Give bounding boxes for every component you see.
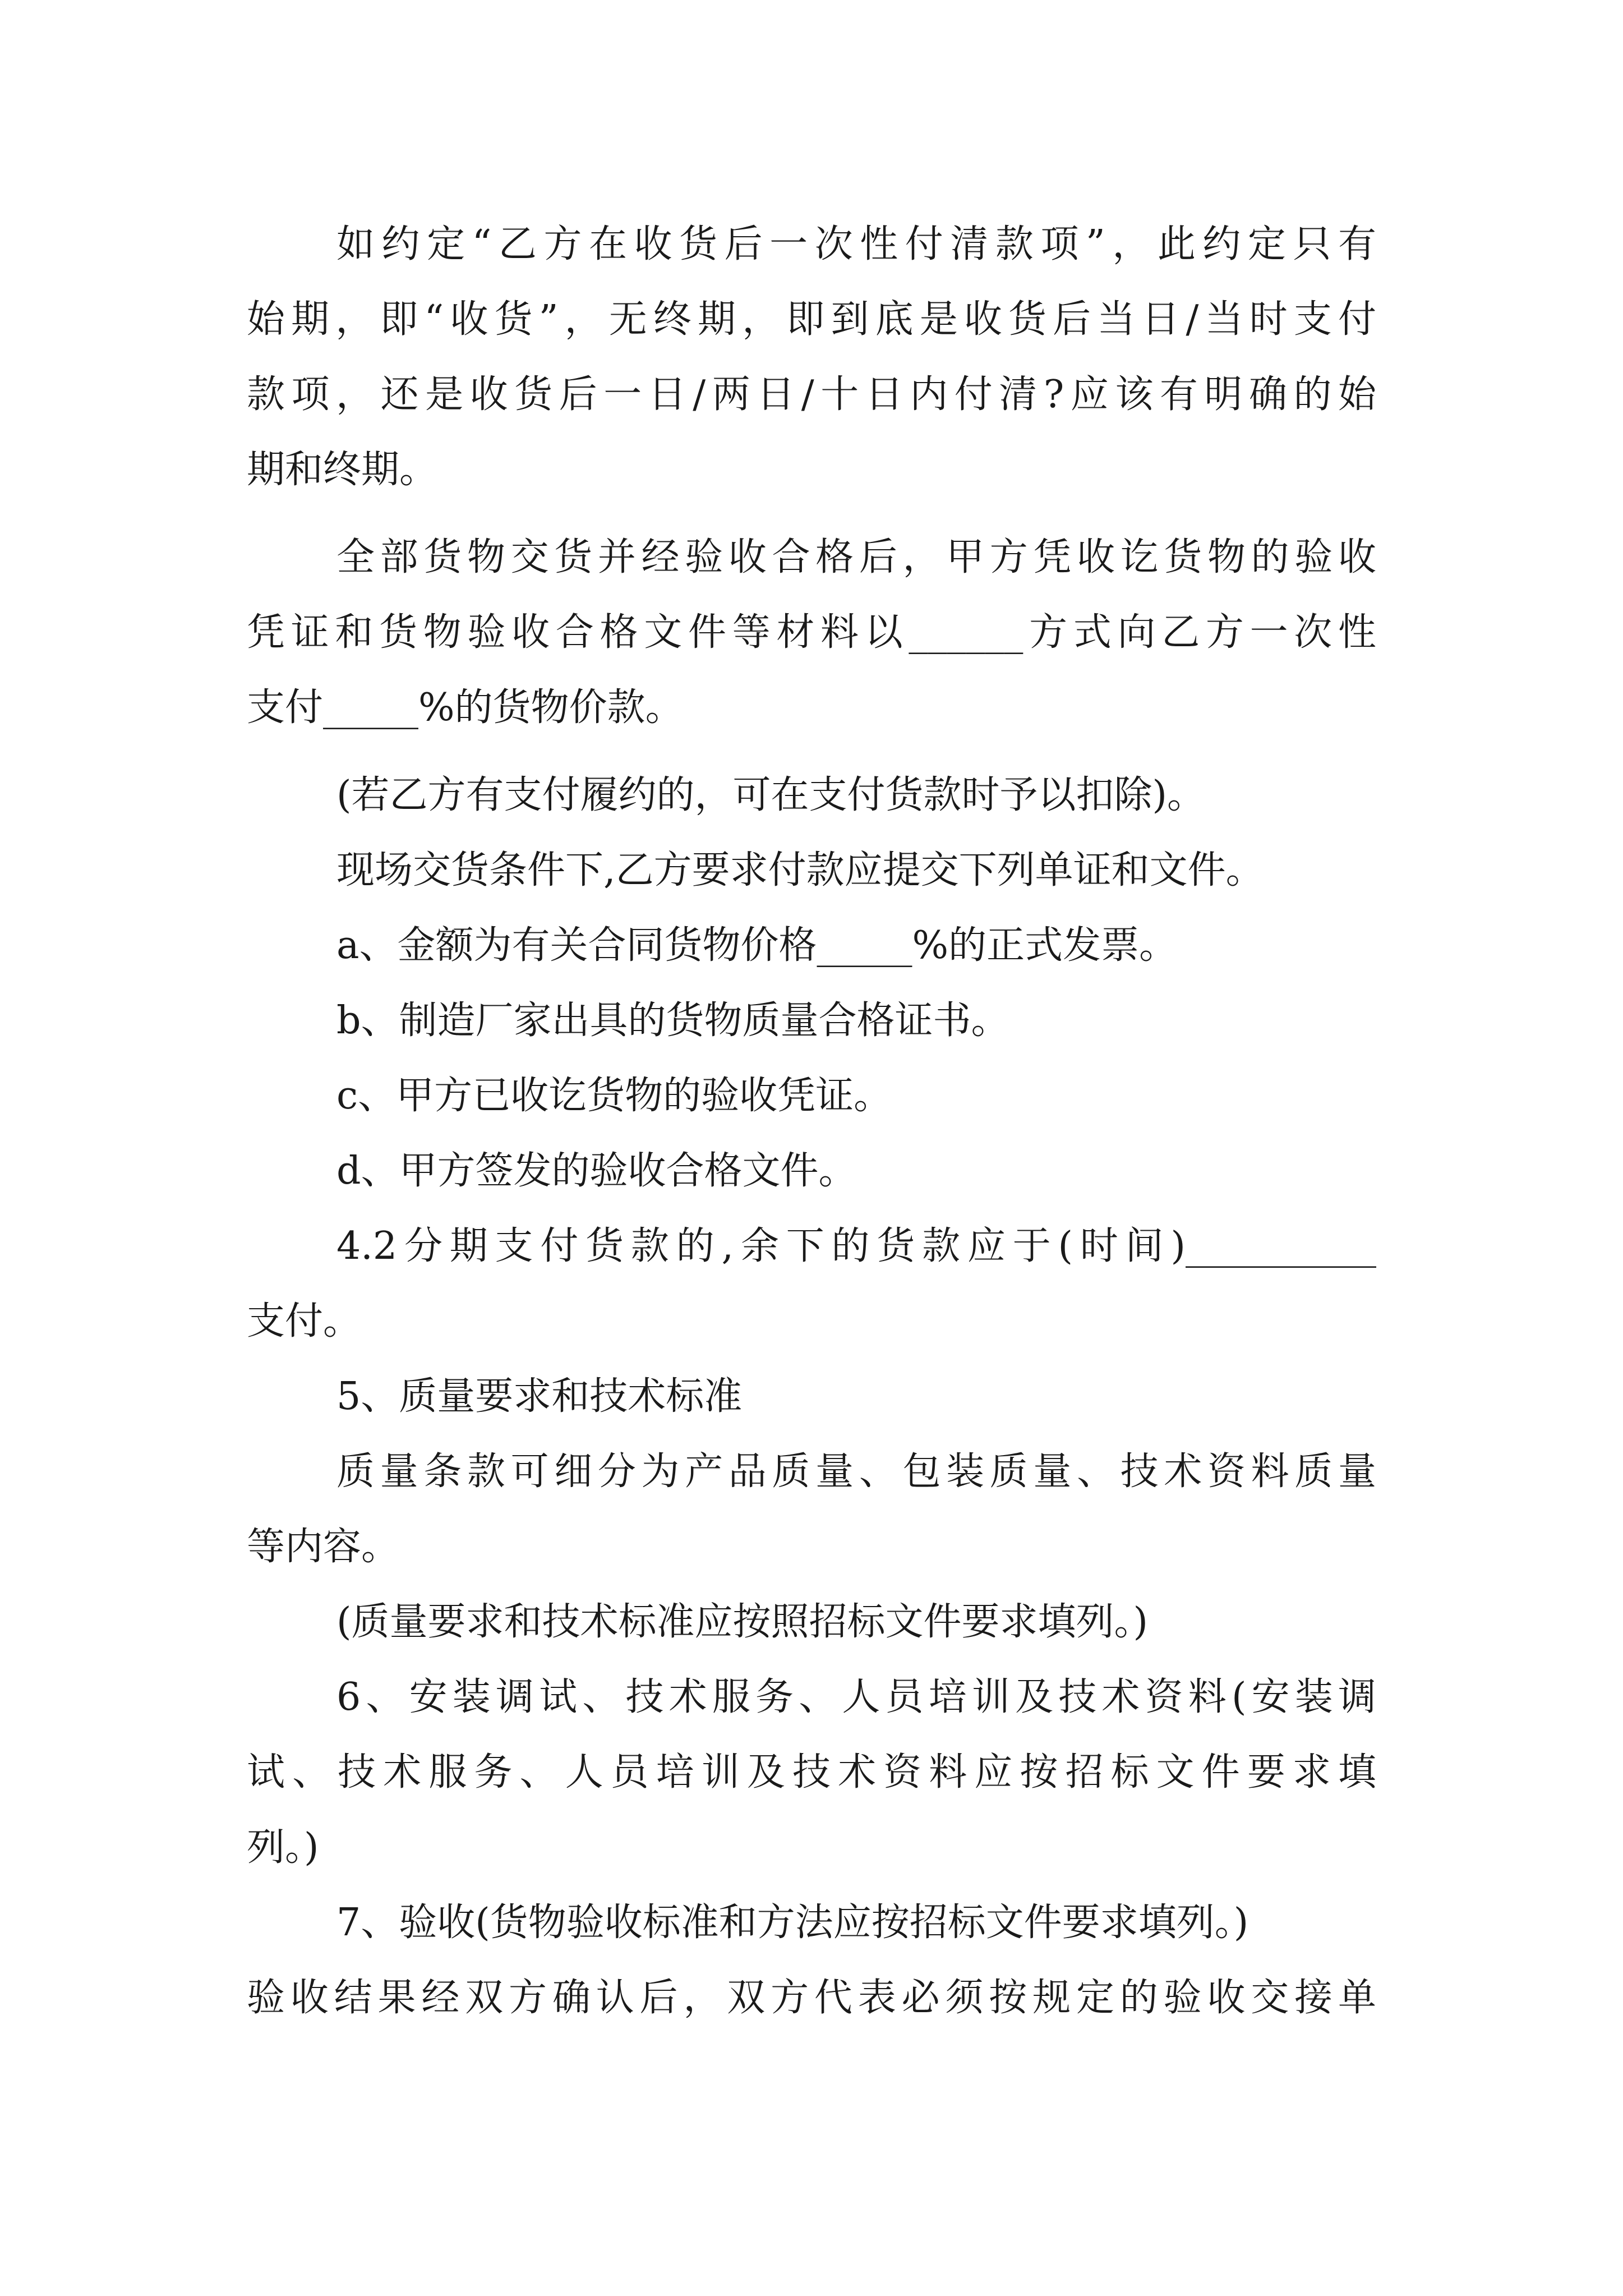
text-line-content: 列。) [247,1825,319,1870]
text-line-content: a、金额为有关合同货物价格_____%的正式发票。 [336,923,1178,968]
text-line-content: 质量条款可细分为产品质量、包装质量、技术资料质量 [336,1450,1376,1494]
text-line-content: 支付_____%的货物价款。 [247,685,684,730]
text-line-content: 等内容。 [247,1525,400,1569]
text-line-content: 期和终期。 [247,448,438,492]
text-line-content: d、甲方签发的验收合格文件。 [336,1149,857,1193]
text-line-content: 验收结果经双方确认后，双方代表必须按规定的验收交接单 [247,1976,1376,2020]
text-line-content: 款项，还是收货后一日/两日/十日内付清?应该有明确的始 [247,372,1376,417]
text-line-content: c、甲方已收讫货物的验收凭证。 [336,1074,892,1118]
text-line-content: 4.2分期支付货款的,余下的货款应于(时间)__________ [336,1224,1376,1268]
text-line-content: 7、验收(货物验收标准和方法应按招标文件要求填列。) [336,1901,1249,1945]
text-line-content: (若乙方有支付履约的，可在支付货款时予以扣除)。 [336,773,1206,817]
text-line-content: 5、质量要求和技术标准 [336,1374,743,1419]
text-line [247,425,1376,515]
text-line-content: 全部货物交货并经验收合格后，甲方凭收讫货物的验收 [336,535,1376,579]
text-line-content: b、制造厂家出具的货物质量合格证书。 [336,999,1009,1043]
text-line [247,1953,1376,2043]
text-line-content: 如约定“乙方在收货后一次性付清款项”，此约定只有 [336,222,1376,266]
text-line-content: 凭证和货物验收合格文件等材料以______方式向乙方一次性 [247,610,1376,655]
text-line-content: 现场交货条件下,乙方要求付款应提交下列单证和文件。 [336,848,1264,892]
text-line-content: 试、技术服务、人员培训及技术资料应按招标文件要求填 [247,1750,1376,1795]
text-line [247,663,1376,753]
text-line-content: 始期，即“收货”，无终期，即到底是收货后当日/当时支付 [247,297,1376,342]
text-line-content: 6、安装调试、技术服务、人员培训及技术资料(安装调 [336,1675,1376,1719]
text-line-content: (质量要求和技术标准应按照招标文件要求填列。) [336,1600,1149,1644]
text-line-content: 支付。 [247,1299,362,1343]
